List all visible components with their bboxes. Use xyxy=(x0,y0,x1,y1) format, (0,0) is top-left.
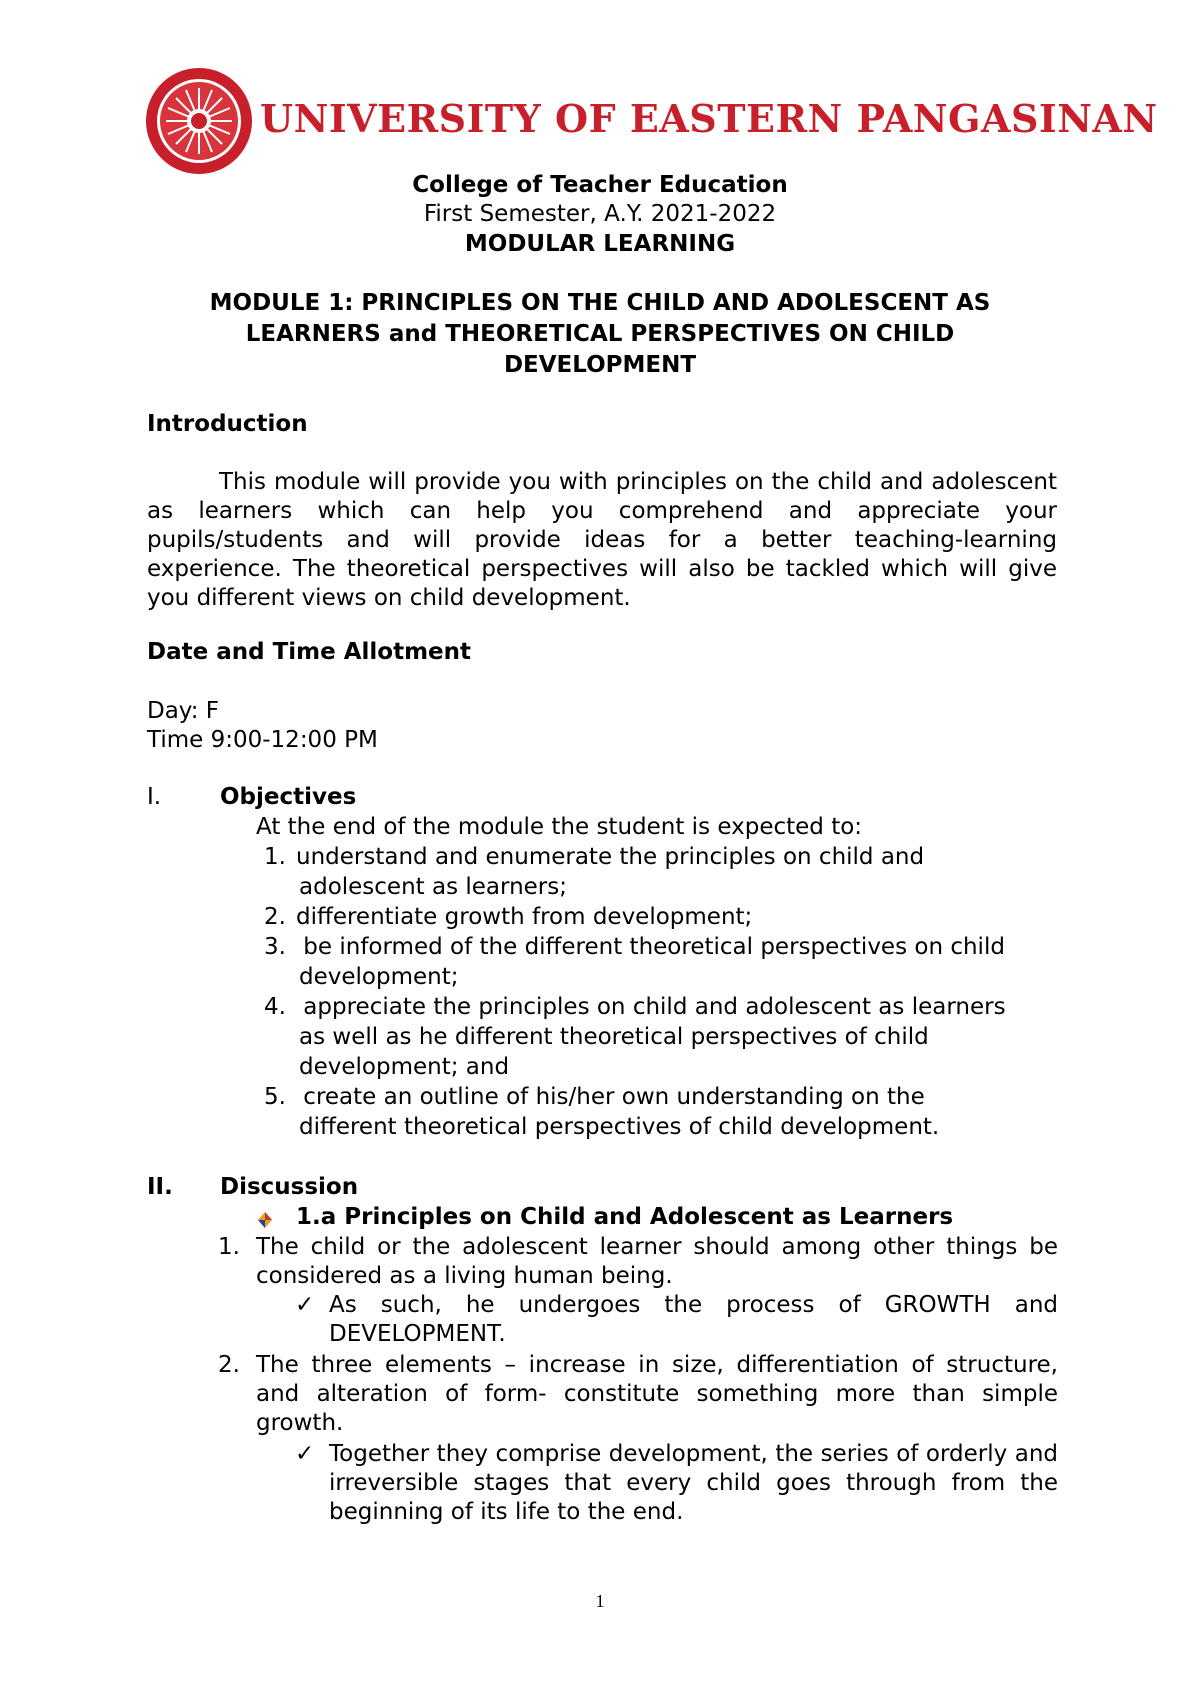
module-title xyxy=(0,288,1200,381)
page-number: 1 xyxy=(595,1591,605,1611)
objective-text: adolescent as learners; xyxy=(299,874,567,900)
introduction-heading: Introduction xyxy=(147,411,308,437)
allotment-heading: Date and Time Allotment xyxy=(147,639,472,665)
objective-number: 2. xyxy=(264,904,286,930)
discussion-heading: Discussion xyxy=(220,1174,359,1200)
modality: MODULAR LEARNING xyxy=(464,231,736,257)
university-name: UNIVERSITY OF EASTERN PANGASINAN xyxy=(260,96,1158,141)
objective-text: understand and enumerate the principles on child and xyxy=(296,844,925,870)
objectives-heading: Objectives xyxy=(220,784,357,810)
point-text: The three elements – increase in size, differentiation of structure, and alteration of form- constitute something more than simple growth. xyxy=(256,1352,1058,1436)
objective-number: 4. xyxy=(264,994,286,1020)
introduction-body: This module will provide you with principles on the child and adolescent as learners which can help you comprehend and appreciate your pupils/students and will provide ideas for a better teaching-learning experience. The theoretical perspectives will also be tackled which will give you different views on child development. xyxy=(147,469,1057,611)
allotment-time: Time 9:00-12:00 PM xyxy=(147,727,378,753)
discussion-numeral: II. xyxy=(147,1174,173,1200)
check-icon: ✓ xyxy=(295,1441,315,1467)
point-text: The child or the adolescent learner should among other things be considered as a living human being. xyxy=(256,1234,1058,1289)
objective-number: 1. xyxy=(264,844,286,870)
allotment-day: Day: F xyxy=(147,698,220,724)
objective-text: development; xyxy=(299,964,459,990)
semester: First Semester, A.Y. 2021-2022 xyxy=(423,201,777,227)
objective-text: as well as he different theoretical perspectives of child xyxy=(299,1024,929,1050)
point-number: 2. xyxy=(218,1352,240,1378)
college-name: College of Teacher Education xyxy=(412,172,788,198)
diamond-bullet-icon xyxy=(258,1212,272,1228)
objective-text: development; and xyxy=(299,1054,510,1080)
objective-text: differentiate growth from development; xyxy=(296,904,753,930)
objective-text: create an outline of his/her own understanding on the xyxy=(296,1084,925,1110)
objectives-numeral: I. xyxy=(147,784,162,810)
module-title-line: LEARNERS and THEORETICAL PERSPECTIVES ON CHILD xyxy=(245,321,955,347)
objective-text: be informed of the different theoretical perspectives on child xyxy=(296,934,1005,960)
objectives-lead: At the end of the module the student is expected to: xyxy=(256,814,863,840)
objective-number: 5. xyxy=(264,1084,286,1110)
module-title-line: MODULE 1: PRINCIPLES ON THE CHILD AND ADOLESCENT AS xyxy=(209,290,991,316)
university-seal-icon xyxy=(144,66,254,176)
module-title-line: DEVELOPMENT xyxy=(503,352,697,378)
objective-text: appreciate the principles on child and adolescent as learners xyxy=(296,994,1006,1020)
point-number: 1. xyxy=(218,1234,240,1260)
objective-number: 3. xyxy=(264,934,286,960)
university-header xyxy=(144,66,1158,176)
point-check-text: Together they comprise development, the series of orderly and irreversible stages that every child goes through from the beginning of its life to the end. xyxy=(329,1441,1058,1525)
check-icon: ✓ xyxy=(295,1292,315,1318)
objective-text: different theoretical perspectives of child development. xyxy=(299,1114,940,1140)
point-check-text: As such, he undergoes the process of GROWTH and DEVELOPMENT. xyxy=(329,1292,1058,1347)
discussion-subheading: 1.a Principles on Child and Adolescent as Learners xyxy=(296,1204,954,1230)
